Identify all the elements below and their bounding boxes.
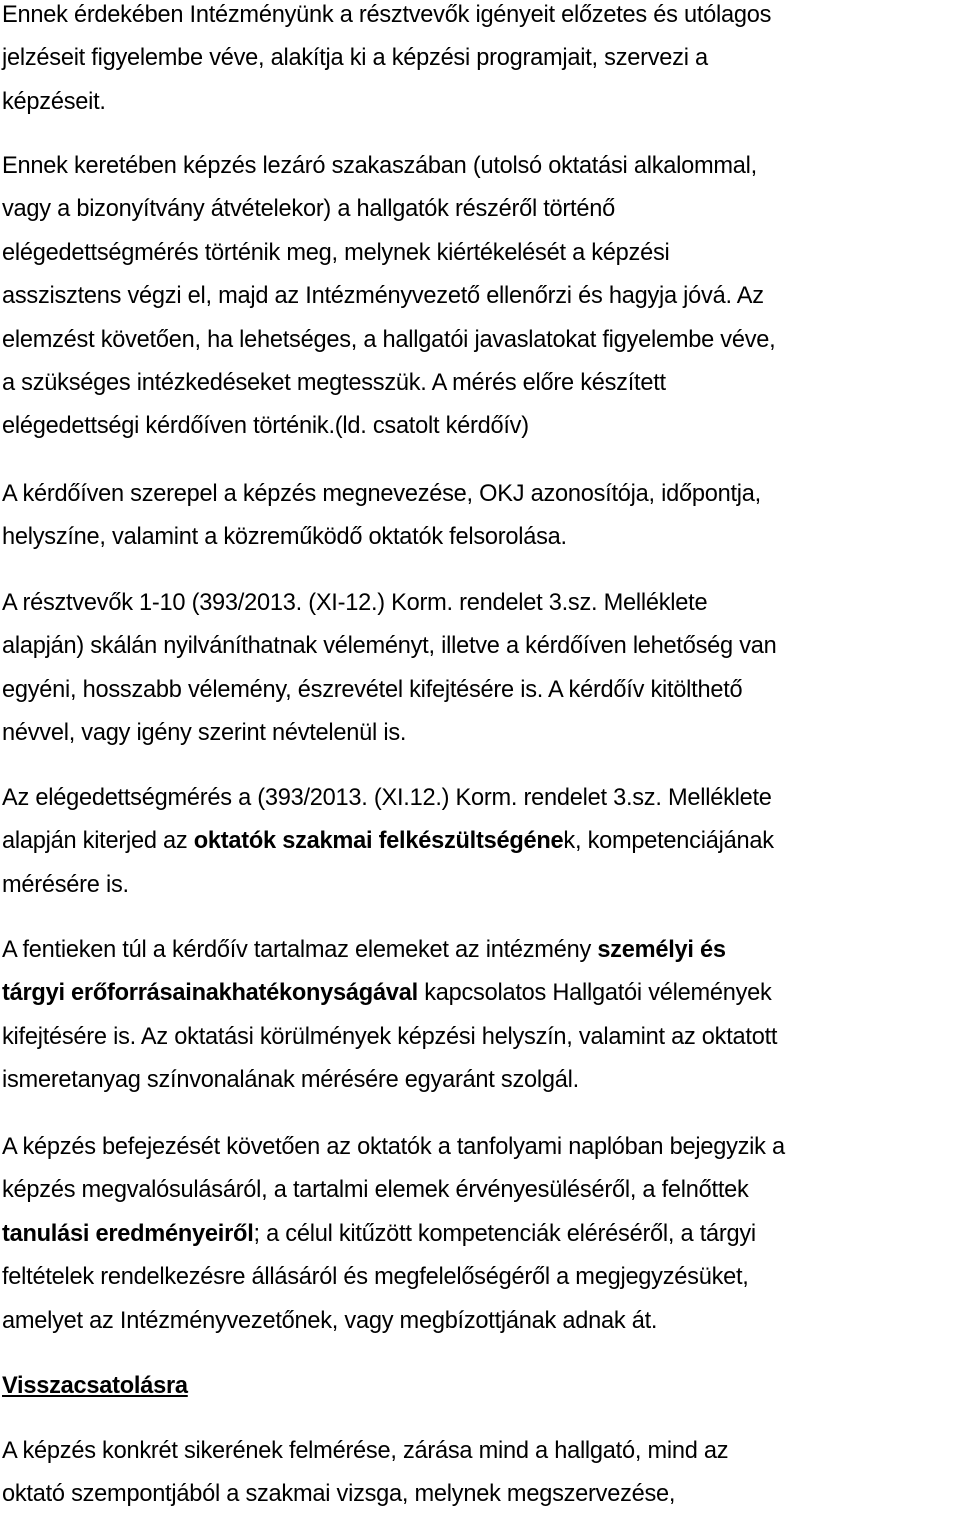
text-line: feltételek rendelkezésre állásáról és megfelelőségéről a megjegyzésüket,: [2, 1264, 749, 1291]
bold-text: tanulási eredményeiről: [2, 1220, 254, 1247]
text-line: [2, 1213, 960, 1256]
text-line: elégedettségi kérdőíven történik.(ld. csatolt kérdőív): [2, 413, 529, 440]
text-line: képzéseit.: [2, 88, 106, 115]
paragraph-scale: [2, 582, 960, 756]
text-line: kifejtésére is. Az oktatási körülmények képzési helyszín, valamint az oktatott: [2, 1023, 778, 1050]
paragraph-evaluation: [2, 145, 960, 449]
paragraph-intro: [2, 0, 960, 124]
bold-text: tárgyi erőforrásainakhatékonyságával: [2, 980, 418, 1007]
text-line: jelzéseit figyelembe véve, alakítja ki a képzési programjait, szervezi a: [2, 45, 708, 72]
text-line: névvel, vagy igény szerint névtelenül is.: [2, 720, 407, 747]
paragraph-feedback: [2, 1430, 960, 1517]
text-segment: kapcsolatos Hallgatói vélemények: [417, 980, 772, 1007]
heading-line: [2, 1365, 960, 1408]
text-line: képzés megvalósulásáról, a tartalmi elemek érvényesüléséről, a felnőttek: [2, 1177, 749, 1204]
text-line: ismeretanyag színvonalának mérésére egyaránt szolgál.: [2, 1067, 579, 1094]
text-line: a szükséges intézkedéseket megtesszük. A mérés előre készített: [2, 369, 666, 396]
text-line: A kérdőíven szerepel a képzés megnevezése, OKJ azonosítója, időpontja,: [2, 481, 761, 507]
text-line: A résztvevők 1-10 (393/2013. (XI-12.) Korm. rendelet 3.sz. Melléklete: [2, 590, 708, 616]
text-line: [2, 820, 960, 863]
bold-text: személyi és: [597, 937, 726, 963]
text-line: oktató szempontjából a szakmai vizsga, melynek megszervezése,: [2, 1481, 676, 1508]
text-line: helyszíne, valamint a közreműködő oktatók felsorolása.: [2, 524, 567, 551]
text-line: mérésére is.: [2, 871, 129, 898]
text-line: A képzés konkrét sikerének felmérése, zárása mind a hallgató, mind az: [2, 1438, 729, 1464]
text-line: egyéni, hosszabb vélemény, észrevétel kifejtésére is. A kérdőív kitölthető: [2, 676, 743, 703]
text-segment: k, kompetenciájának: [563, 828, 774, 855]
paragraph-satisfaction-scope: [2, 777, 960, 907]
paragraph-questionnaire: [2, 473, 960, 560]
text-line: elégedettségmérés történik meg, melynek kiértékelését a képzési: [2, 239, 670, 266]
paragraph-instructors: [2, 1126, 960, 1343]
section-heading: [2, 1365, 960, 1408]
text-line: A képzés befejezését követően az oktatók a tanfolyami naplóban bejegyzik a: [2, 1134, 785, 1160]
text-line: Az elégedettségmérés a (393/2013. (XI.12.) Korm. rendelet 3.sz. Melléklete: [2, 785, 772, 811]
text-line: asszisztens végzi el, majd az Intézményvezető ellenőrzi és hagyja jóvá. Az: [2, 283, 764, 310]
text-line: Ennek keretében képzés lezáró szakaszában (utolsó oktatási alkalommal,: [2, 153, 757, 179]
text-line: [2, 929, 960, 972]
text-segment: A fentieken túl a kérdőív tartalmaz elemeket az intézmény: [2, 937, 598, 963]
text-line: Ennek érdekében Intézményünk a résztvevők igényeit előzetes és utólagos: [2, 2, 772, 28]
paragraph-resources: [2, 929, 960, 1103]
heading-text: Visszacsatolásra: [2, 1373, 188, 1399]
text-line: [2, 972, 960, 1015]
text-line: alapján) skálán nyilváníthatnak véleményt, illetve a kérdőíven lehetőség van: [2, 633, 777, 660]
text-segment: ; a célul kitűzött kompetenciák eléréséről, a tárgyi: [253, 1220, 756, 1247]
text-segment: alapján kiterjed az: [2, 828, 194, 855]
text-line: amelyet az Intézményvezetőnek, vagy megbízottjának adnak át.: [2, 1307, 658, 1334]
text-line: elemzést követően, ha lehetséges, a hallgatói javaslatokat figyelembe véve,: [2, 326, 776, 353]
bold-text: oktatók szakmai felkészültségéne: [193, 828, 564, 855]
text-line: vagy a bizonyítvány átvételekor) a hallgatók részéről történő: [2, 196, 615, 223]
